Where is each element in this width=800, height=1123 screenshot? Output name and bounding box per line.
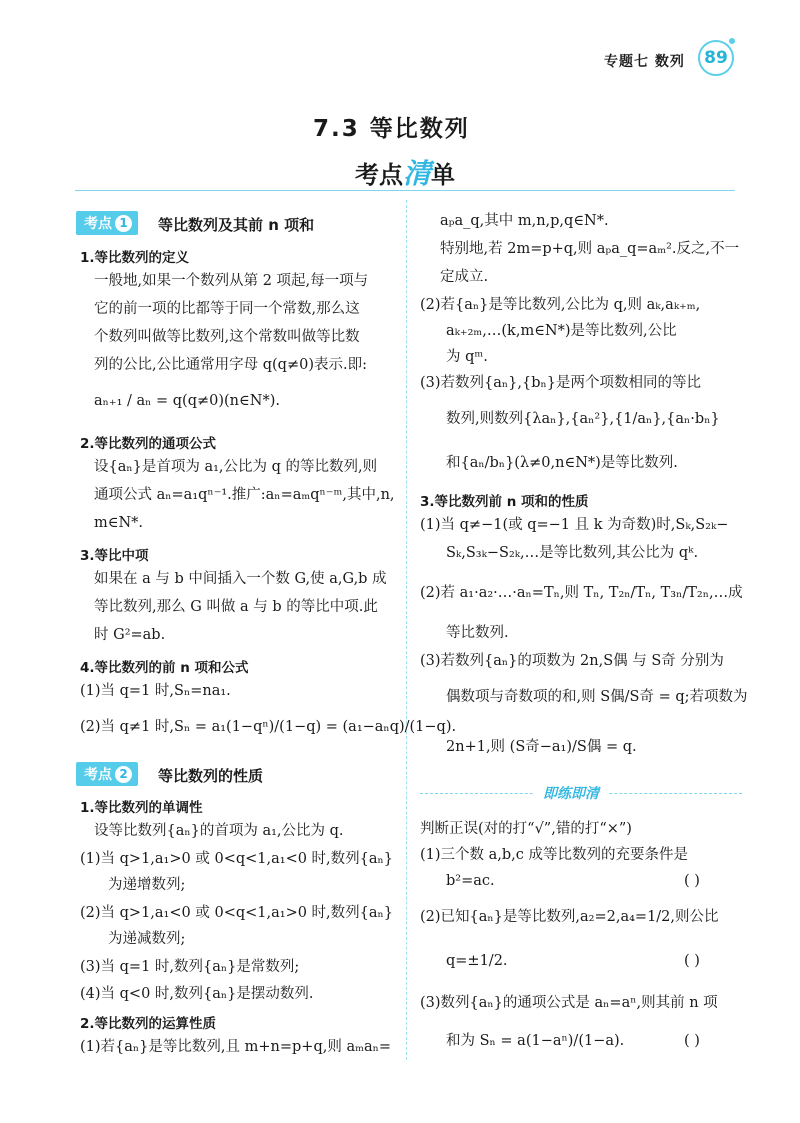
text-line: 等比数列,那么 G 叫做 a 与 b 的等比中项.此 — [94, 599, 378, 615]
page-title: 7.3 等比数列 — [313, 116, 470, 142]
text-line: 为 qᵐ. — [446, 349, 488, 365]
text-line: (3)若数列{aₙ},{bₙ}是两个项数相同的等比 — [420, 375, 702, 391]
text-line: (1)当 q=1 时,Sₙ=na₁. — [80, 683, 231, 699]
text-line: 如果在 a 与 b 中间插入一个数 G,使 a,G,b 成 — [94, 571, 387, 587]
text-line: aₖ₊₂ₘ,…(k,m∈N*)是等比数列,公比 — [446, 323, 677, 339]
text-line: (3)当 q=1 时,数列{aₙ}是常数列; — [80, 959, 300, 975]
text-line: 它的前一项的比都等于同一个常数,那么这 — [94, 301, 360, 317]
section-banner — [355, 152, 455, 192]
text-line: 偶数项与奇数项的和,则 S偶/S奇 = q;若项数为 — [446, 689, 748, 705]
text-line: m∈N*. — [94, 515, 144, 531]
subsection-title: 2.等比数列的通项公式 — [80, 436, 217, 452]
column-divider — [406, 200, 407, 1060]
kaodian-heading-2: 等比数列的性质 — [158, 767, 264, 785]
question-2-cont: q=±1/2. — [446, 953, 508, 969]
subsection-title: 2.等比数列的运算性质 — [80, 1016, 217, 1032]
question-3: (3)数列{aₙ}的通项公式是 aₙ=aⁿ,则其前 n 项 — [420, 995, 718, 1011]
text-line: (1)当 q>1,a₁>0 或 0<q<1,a₁<0 时,数列{aₙ} — [80, 851, 394, 867]
page-number: 89 — [698, 40, 734, 76]
answer-blank-1[interactable]: ( ) — [684, 873, 700, 889]
chapter-header: 专题七 数列 — [604, 54, 685, 70]
practice-label: 即练即清 — [533, 783, 609, 803]
subsection-title: 3.等比中项 — [80, 548, 149, 564]
text-line: (2)若 a₁·a₂·…·aₙ=Tₙ,则 Tₙ, T₂ₙ/Tₙ, T₃ₙ/T₂ₙ,…成 — [420, 585, 743, 601]
text-line: 列的公比,公比通常用字母 q(q≠0)表示.即: — [94, 357, 367, 373]
question-2: (2)已知{aₙ}是等比数列,a₂=2,a₄=1/2,则公比 — [420, 909, 719, 925]
text-line: 为递减数列; — [108, 931, 186, 947]
answer-blank-3[interactable]: ( ) — [684, 1033, 700, 1049]
text-line: 个数列叫做等比数列,这个常数叫做等比数 — [94, 329, 360, 345]
text-line: 2n+1,则 (S奇−a₁)/S偶 = q. — [446, 739, 637, 755]
kaodian-tag-1: 考点 1 — [76, 211, 138, 235]
text-line: 通项公式 aₙ=a₁qⁿ⁻¹.推广:aₙ=aₘqⁿ⁻ᵐ,其中,n, — [94, 487, 395, 503]
text-line: 和{aₙ/bₙ}(λ≠0,n∈N*)是等比数列. — [446, 455, 678, 471]
answer-blank-2[interactable]: ( ) — [684, 953, 700, 969]
text-line: (2)若{aₙ}是等比数列,公比为 q,则 aₖ,aₖ₊ₘ, — [420, 297, 701, 313]
question-1-cont: b²=ac. — [446, 873, 495, 889]
question-3-cont: 和为 Sₙ = a(1−aⁿ)/(1−a). — [446, 1033, 625, 1049]
kaodian-heading-1: 等比数列及其前 n 项和 — [158, 216, 315, 234]
text-line: (2)当 q>1,a₁<0 或 0<q<1,a₁>0 时,数列{aₙ} — [80, 905, 394, 921]
banner-highlight: 清 — [403, 157, 432, 190]
practice-intro: 判断正误(对的打“√”,错的打“×”) — [420, 821, 632, 837]
text-line: 数列,则数列{λaₙ},{aₙ²},{1/aₙ},{aₙ·bₙ} — [446, 411, 720, 427]
banner-text: 考点 — [355, 161, 403, 189]
kaodian-number-1: 1 — [115, 215, 132, 232]
formula-line: aₙ₊₁ / aₙ = q(q≠0)(n∈N*). — [94, 393, 280, 409]
question-1: (1)三个数 a,b,c 成等比数列的充要条件是 — [420, 847, 689, 863]
text-line: 特别地,若 2m=p+q,则 aₚa_q=aₘ².反之,不一 — [440, 241, 740, 257]
subsection-title: 1.等比数列的单调性 — [80, 800, 203, 816]
banner-text-end: 单 — [431, 161, 456, 189]
text-line: (3)若数列{aₙ}的项数为 2n,S偶 与 S奇 分别为 — [420, 653, 724, 669]
text-line: 等比数列. — [446, 625, 509, 641]
text-line: 一般地,如果一个数列从第 2 项起,每一项与 — [94, 273, 369, 289]
subsection-title: 1.等比数列的定义 — [80, 250, 190, 266]
formula-line: (2)当 q≠1 时,Sₙ = a₁(1−qⁿ)/(1−q) = (a₁−aₙq)/(1−q). — [80, 719, 457, 735]
text-line: Sₖ,S₃ₖ−S₂ₖ,…是等比数列,其公比为 qᵏ. — [446, 545, 699, 561]
kaodian-number-2: 2 — [115, 766, 132, 783]
subsection-title: 3.等比数列前 n 项和的性质 — [420, 494, 589, 510]
text-line: 时 G²=ab. — [94, 627, 166, 643]
text-line: (1)若{aₙ}是等比数列,且 m+n=p+q,则 aₘaₙ= — [80, 1039, 392, 1055]
text-line: (1)当 q≠−1(或 q=−1 且 k 为奇数)时,Sₖ,S₂ₖ− — [420, 517, 729, 533]
text-line: aₚa_q,其中 m,n,p,q∈N*. — [440, 213, 609, 229]
decor-dot-icon — [729, 38, 735, 44]
text-line: (4)当 q<0 时,数列{aₙ}是摆动数列. — [80, 986, 314, 1002]
subsection-title: 4.等比数列的前 n 项和公式 — [80, 660, 249, 676]
text-line: 为递增数列; — [108, 877, 186, 893]
kaodian-tag-2: 考点 2 — [76, 762, 138, 786]
text-line: 设{aₙ}是首项为 a₁,公比为 q 的等比数列,则 — [94, 459, 378, 475]
text-line: 设等比数列{aₙ}的首项为 a₁,公比为 q. — [94, 823, 344, 839]
banner-rule — [75, 190, 735, 191]
text-line: 定成立. — [440, 269, 489, 285]
